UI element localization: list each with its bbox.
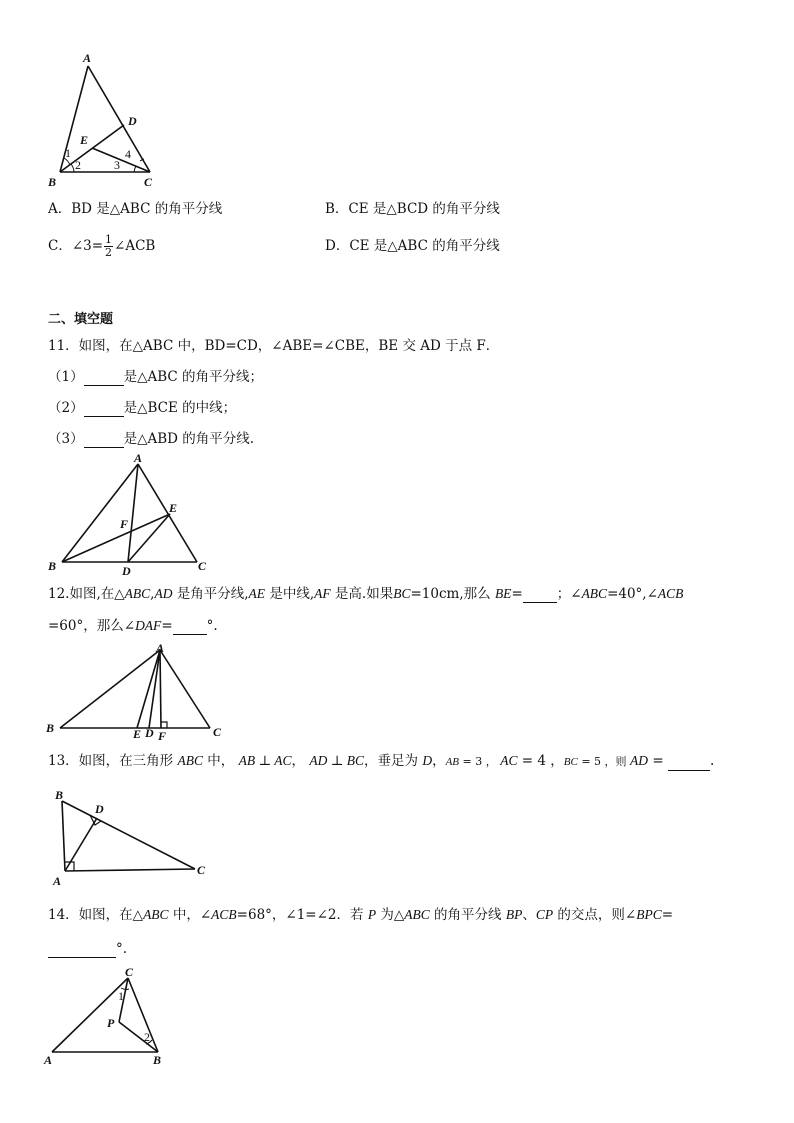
- var-bc: BC: [393, 586, 411, 601]
- text: ,: [150, 586, 155, 602]
- label-D: D: [122, 564, 131, 578]
- label-A: A: [83, 51, 92, 65]
- expr-ab-perp-ac: AB ⊥ AC: [238, 753, 292, 768]
- var-abc: ABC: [177, 753, 203, 768]
- figure-q12-triangle: [40, 638, 240, 743]
- q11-part2-text: 是△BCE 的中线；: [123, 400, 237, 416]
- text: 中，∠: [168, 907, 212, 923]
- q10-option-d: D．CE 是△ABC 的角平分线: [325, 238, 500, 254]
- var-ad: AD: [154, 586, 173, 601]
- var-af: AF: [314, 586, 331, 601]
- q12-stem-line1: [48, 585, 683, 603]
- fraction-numerator: 1: [105, 233, 113, 246]
- text: 的交点，则∠: [553, 907, 637, 923]
- q13-answer-blank[interactable]: [668, 756, 710, 771]
- figure-q10-triangle: [40, 48, 170, 193]
- text: =: [511, 586, 523, 602]
- label-D: D: [95, 802, 104, 816]
- text: ，: [432, 753, 446, 769]
- label-E: E: [169, 501, 178, 515]
- var-daf: DAF: [135, 618, 162, 633]
- text: ；∠: [556, 586, 582, 602]
- angle-1-label: 1: [118, 989, 124, 1003]
- q10-option-b: B．CE 是△BCD 的角平分线: [325, 201, 500, 217]
- label-D: D: [145, 726, 154, 740]
- text: =68°，∠1=∠2．若: [236, 907, 368, 923]
- label-F: F: [158, 729, 167, 743]
- text: = 4 ，: [517, 753, 564, 769]
- text: =: [661, 907, 674, 923]
- var-abc: ABC: [581, 586, 608, 601]
- text: =: [161, 618, 173, 634]
- label-E: E: [80, 133, 89, 147]
- var-bc: BC: [563, 756, 578, 768]
- text: 13．如图，在三角形: [48, 753, 178, 769]
- text: 的角平分线: [429, 907, 506, 923]
- figure-q11-triangle: [40, 450, 230, 580]
- text: 中，: [202, 753, 239, 769]
- q11-answer-blank-1[interactable]: [84, 371, 124, 386]
- var-cp: CP: [535, 907, 554, 922]
- label-C: C: [198, 559, 207, 573]
- var-acb: ACB: [211, 907, 237, 922]
- q12-answer-blank-2[interactable]: [173, 620, 207, 635]
- label-C: C: [213, 725, 222, 739]
- var-bp: BP: [505, 907, 523, 922]
- text: 、: [522, 907, 536, 923]
- var-d: D: [422, 753, 433, 768]
- text: =60°，那么∠: [48, 618, 136, 634]
- var-abc: ABC: [124, 586, 151, 601]
- q11-part3-text: 是△ABD 的角平分线.: [123, 431, 255, 447]
- label-C: C: [144, 175, 153, 189]
- label-E: E: [133, 727, 142, 741]
- q10-option-c: [48, 232, 155, 260]
- q12-answer-blank-1[interactable]: [523, 588, 557, 603]
- fraction-denominator: 2: [105, 246, 113, 259]
- q12-stem-line2: [48, 617, 218, 635]
- var-ac: AC: [500, 753, 518, 768]
- label-A: A: [53, 874, 62, 888]
- label-B: B: [48, 175, 57, 189]
- label-A: A: [156, 641, 165, 655]
- label-B: B: [153, 1053, 162, 1067]
- label-B: B: [55, 788, 64, 802]
- label-A: A: [44, 1053, 53, 1067]
- var-p: P: [367, 907, 377, 922]
- text: .: [709, 753, 715, 769]
- var-ae: AE: [248, 586, 266, 601]
- text: 是高.如果: [330, 586, 394, 602]
- text: °.: [206, 618, 218, 634]
- q11-part1-prefix: （1）: [48, 369, 84, 385]
- q11-part1-text: 是△ABC 的角平分线；: [123, 369, 264, 385]
- figure-q13-right-triangle: [45, 785, 215, 890]
- q11-part3-prefix: （3）: [48, 431, 84, 447]
- q11-answer-blank-3[interactable]: [84, 433, 124, 448]
- text: = 5 ，则: [577, 755, 631, 768]
- var-ab: AB: [445, 756, 460, 768]
- section-heading-fill-blank: 二、填空题: [48, 312, 114, 327]
- label-P: P: [107, 1016, 115, 1030]
- q13-stem: [48, 752, 714, 771]
- q14-answer-blank[interactable]: [48, 943, 116, 958]
- q10-option-c-prefix: C．∠3=: [48, 238, 104, 254]
- label-F: F: [120, 517, 129, 531]
- text: =10cm,那么: [410, 586, 495, 602]
- angle-4-label: 4: [125, 147, 131, 161]
- var-abc: ABC: [143, 907, 169, 922]
- label-C: C: [197, 863, 206, 877]
- text: ，垂足为: [364, 753, 423, 769]
- text: °.: [116, 941, 128, 957]
- q11-part3: [48, 430, 254, 448]
- text: 12.如图,在△: [48, 586, 125, 602]
- var-be: BE: [494, 586, 512, 601]
- q11-answer-blank-2[interactable]: [84, 402, 124, 417]
- figure-q14-triangle: [40, 962, 180, 1067]
- label-D: D: [128, 114, 137, 128]
- label-B: B: [46, 721, 55, 735]
- text: 为△: [376, 907, 405, 923]
- angle-2-label: 2: [75, 158, 81, 172]
- expr-ad-perp-bc: AD ⊥ BC: [309, 753, 365, 768]
- q11-stem: 11．如图，在△ABC 中，BD=CD，∠ABE=∠CBE，BE 交 AD 于点 F．: [48, 338, 500, 354]
- text: 是中线,: [265, 586, 315, 602]
- var-bpc: BPC: [636, 907, 662, 922]
- label-B: B: [48, 559, 57, 573]
- text: =: [648, 753, 668, 769]
- text: 是角平分线,: [172, 586, 249, 602]
- label-C: C: [125, 965, 134, 979]
- text: 14．如图，在△: [48, 907, 144, 923]
- q11-part2: [48, 399, 236, 417]
- q11-part2-prefix: （2）: [48, 400, 84, 416]
- q14-stem-line1: [48, 906, 673, 924]
- angle-2-label: 2: [144, 1030, 150, 1044]
- q10-option-a: A．BD 是△ABC 的角平分线: [48, 201, 223, 217]
- angle-3-label: 3: [114, 158, 120, 172]
- var-abc: ABC: [404, 907, 430, 922]
- text: =40°,∠: [607, 586, 658, 602]
- var-ad: AD: [630, 753, 649, 768]
- text: ，: [291, 753, 310, 769]
- text: = 3 ，: [459, 755, 501, 768]
- q14-stem-line2: [48, 940, 127, 958]
- angle-1-label: 1: [65, 146, 71, 160]
- label-A: A: [134, 451, 143, 465]
- var-acb: ACB: [657, 586, 684, 601]
- q10-option-c-suffix: ∠ACB: [114, 238, 156, 254]
- q11-part1: [48, 368, 263, 386]
- fraction-one-half: [104, 234, 113, 259]
